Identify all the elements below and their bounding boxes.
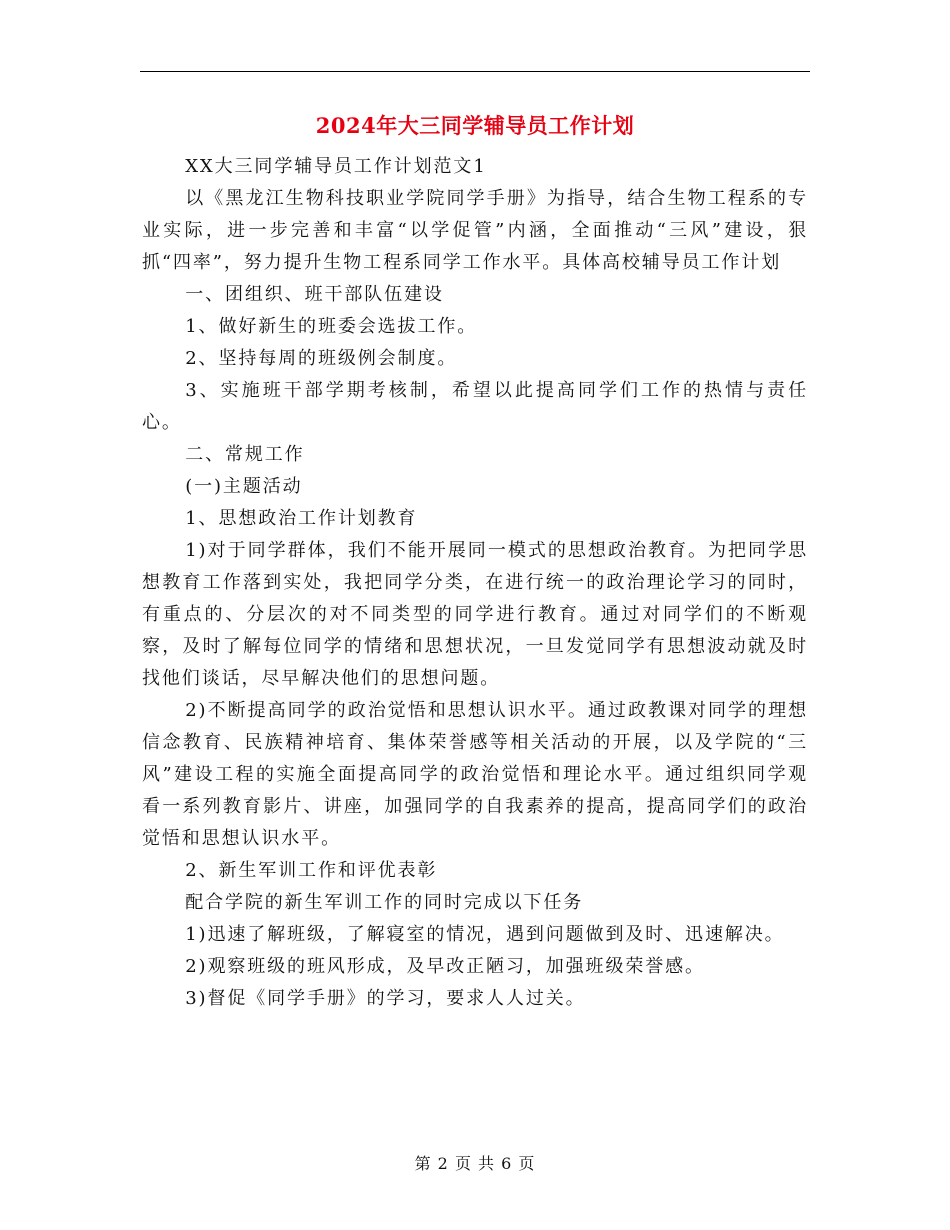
paragraph: 1)对于同学群体，我们不能开展同一模式的思想政治教育。为把同学思想教育工作落到实处，我把同学分类，在进行统一的政治理论学习的同时，有重点的、分层次的对不同类型的同学进行教育。通过对同学们的不断观察，及时了解每位同学的情绪和思想状况，一旦发觉同学有思想波动就及时找他们谈话，尽早解决他们的思想问题。 — [142, 540, 808, 689]
list-item: 1、做好新生的班委会选拔工作。 — [185, 316, 478, 337]
header-rule — [140, 71, 810, 72]
section-heading: 二、常规工作 — [185, 444, 305, 465]
paragraph: 2)不断提高同学的政治觉悟和思想认识水平。通过政教课对同学的理想信念教育、民族精神培育、集体荣誉感等相关活动的开展，以及学院的“三风”建设工程的实施全面提高同学的政治觉悟和理论水平。通过组织同学观看一系列教育影片、讲座，加强同学的自我素养的提高，提高同学们的政治觉悟和思想认识水平。 — [142, 700, 808, 849]
document-title: 2024年大三同学辅导员工作计划 — [315, 113, 635, 138]
subsection-heading: (一)主题活动 — [185, 476, 303, 497]
subsection-heading: 1、思想政治工作计划教育 — [185, 508, 418, 529]
paragraph-subtitle: XX大三同学辅导员工作计划范文1 — [185, 156, 487, 177]
page-number: 第 2 页 共 6 页 — [414, 1154, 536, 1173]
list-item: 1)迅速了解班级，了解寝室的情况，遇到问题做到及时、迅速解决。 — [185, 924, 785, 945]
list-item: 2)观察班级的班风形成，及早改正陋习，加强班级荣誉感。 — [185, 956, 705, 977]
paragraph: 以《黑龙江生物科技职业学院同学手册》为指导，结合生物工程系的专业实际，进一步完善和丰富“以学促管”内涵，全面推动“三风”建设，狠抓“四率”，努力提升生物工程系同学工作水平。具体高校辅导员工作计划 — [142, 188, 808, 273]
paragraph: 配合学院的新生军训工作的同时完成以下任务 — [185, 892, 584, 913]
list-item: 3、实施班干部学期考核制，希望以此提高同学们工作的热情与责任心。 — [142, 380, 808, 433]
document-body — [142, 151, 808, 1015]
section-heading: 一、团组织、班干部队伍建设 — [185, 284, 444, 305]
subsection-heading: 2、新生军训工作和评优表彰 — [185, 860, 438, 881]
list-item: 3)督促《同学手册》的学习，要求人人过关。 — [185, 988, 586, 1009]
list-item: 2、坚持每周的班级例会制度。 — [185, 348, 458, 369]
